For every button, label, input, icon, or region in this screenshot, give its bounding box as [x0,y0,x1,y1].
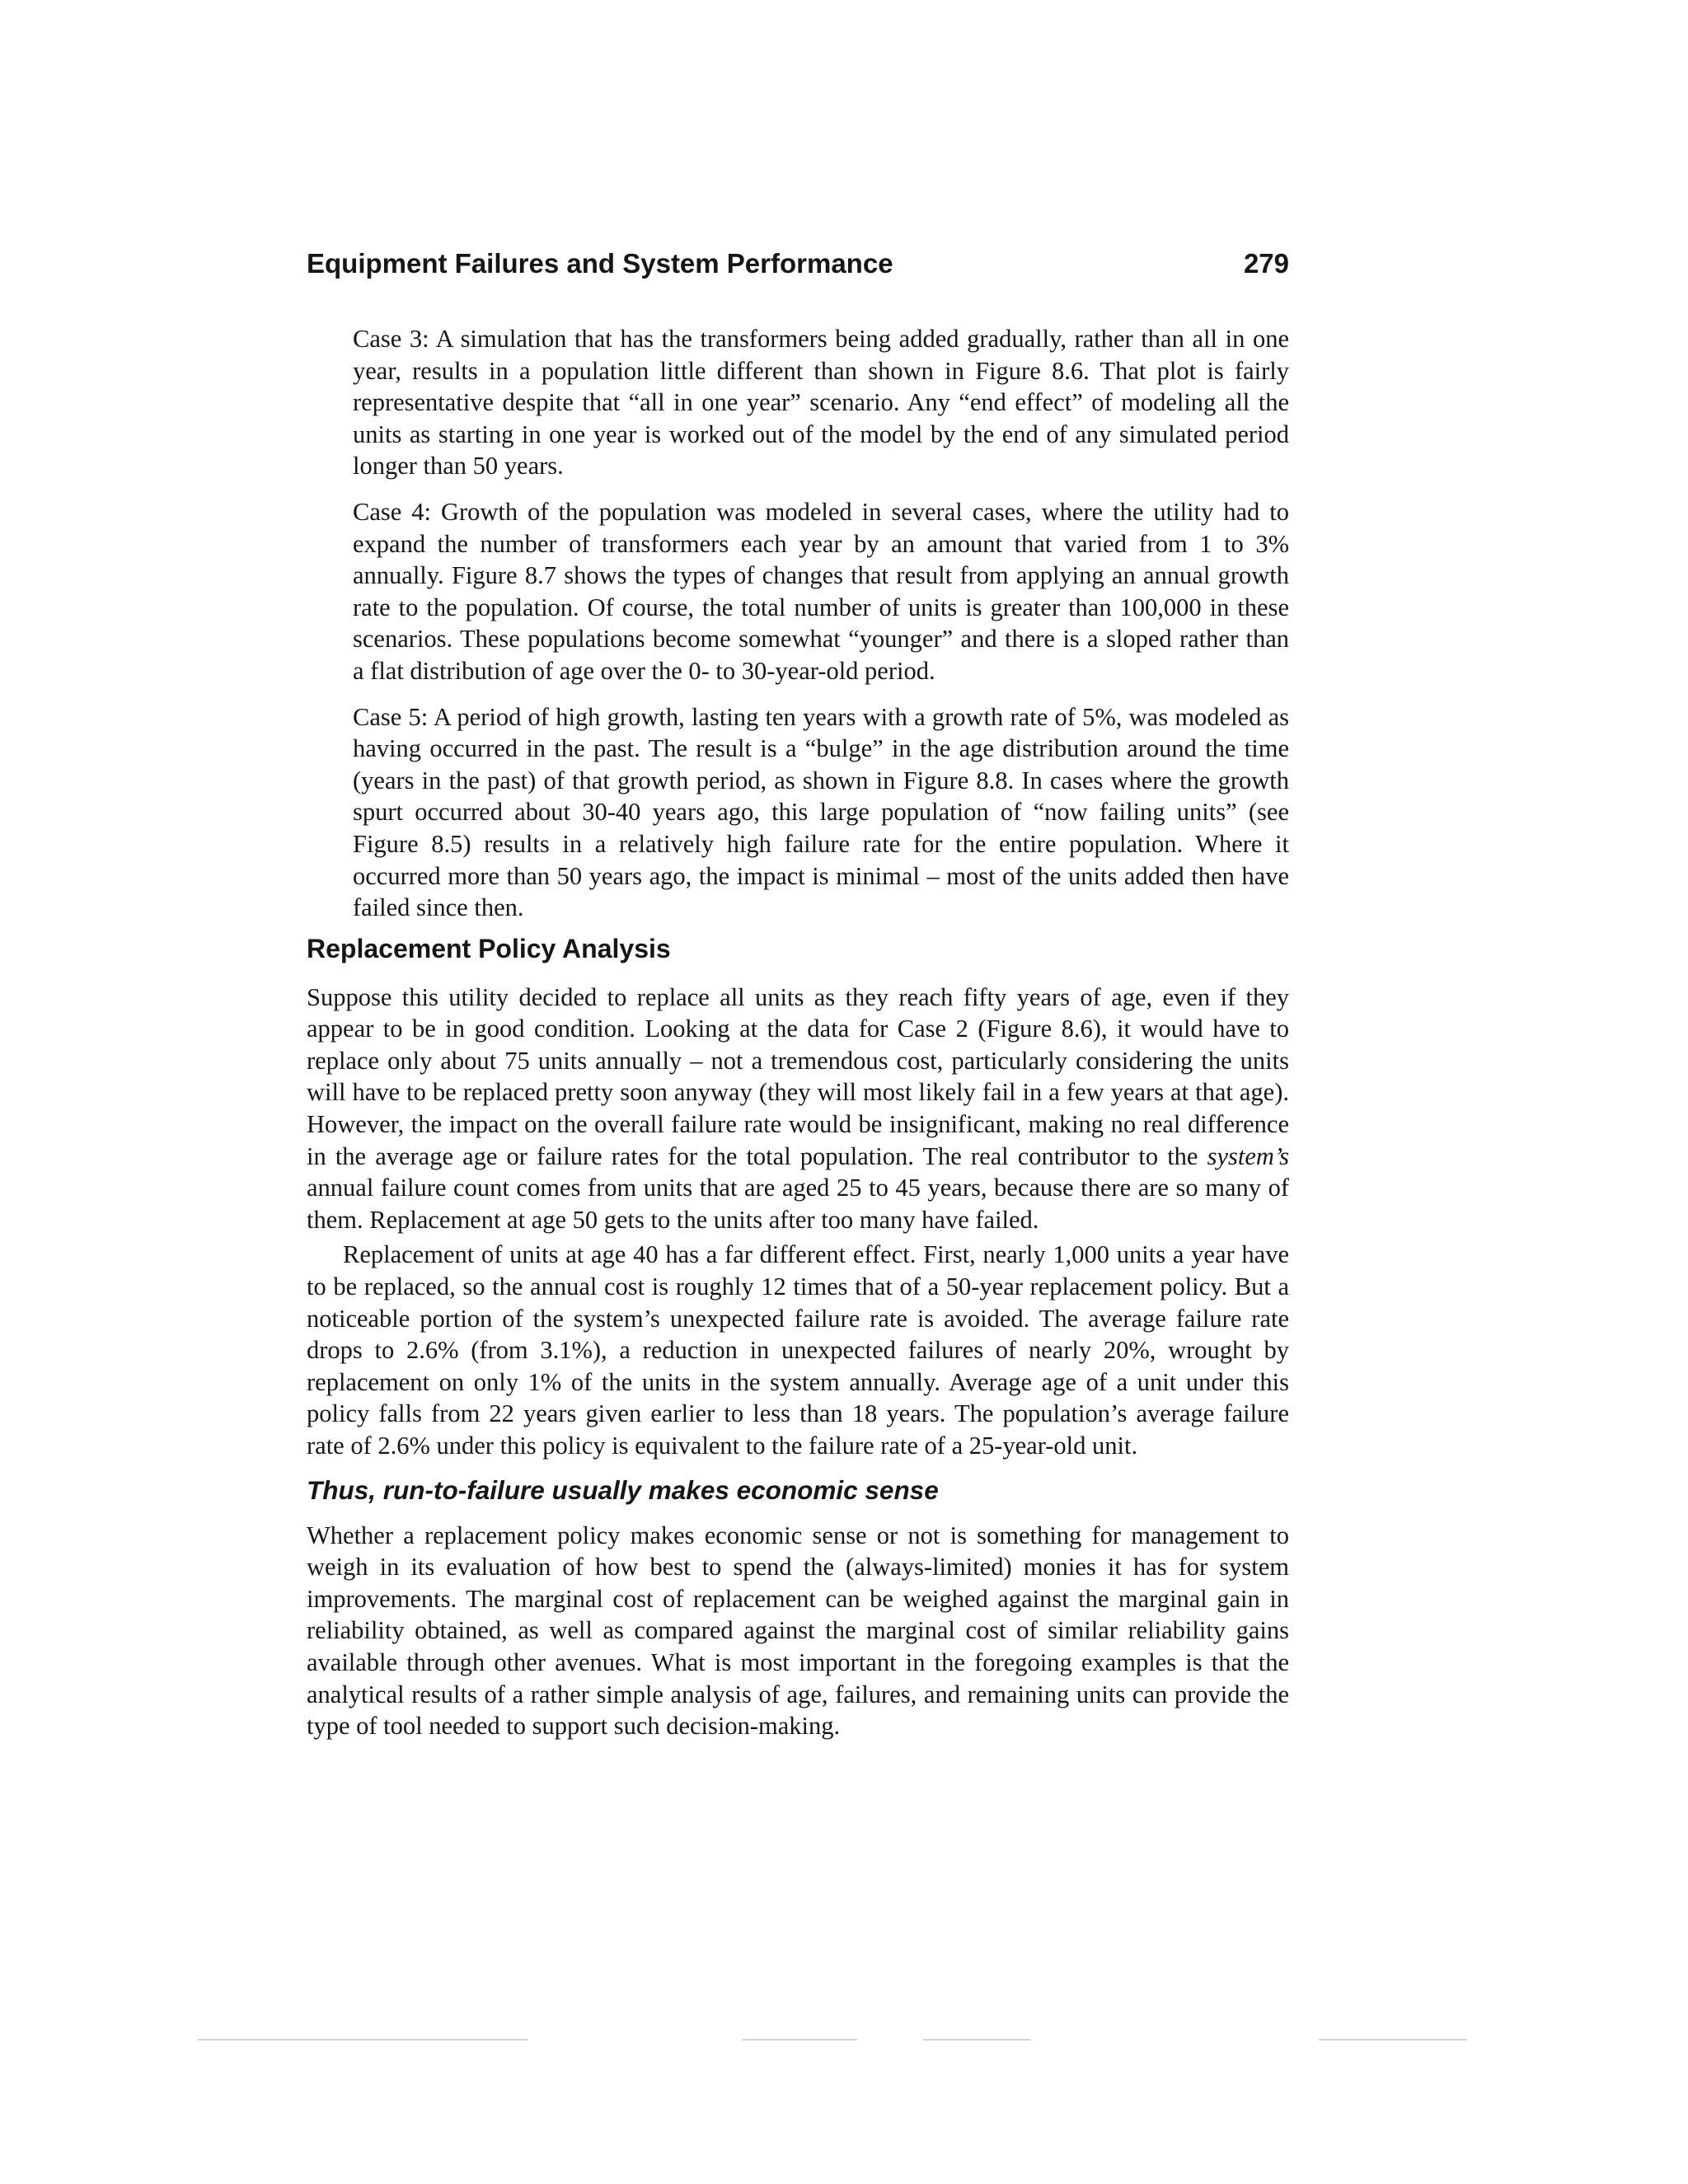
case-3-paragraph: Case 3: A simulation that has the transformers being added gradually, rather than all in one year, results in a population little different than shown in Figure 8.6. That plot is fairly representative despite that “all in one year” scenario. Any “end effect” of modeling all the units as starting in one year is worked out of the model by the end of any simulated period longer than 50 years. [353,325,1289,480]
scan-artifact [923,2039,1030,2041]
page-body [307,323,1289,1742]
case-5-paragraph: Case 5: A period of high growth, lasting ten years with a growth rate of 5%, was modeled as having occurred in the past. The result is a “bulge” in the age distribution around the time (years in the past) of that growth period, as shown in Figure 8.8. In cases where the growth spurt occurred about 30-40 years ago, this large population of “now failing units” (see Figure 8.5) results in a relatively high failure rate for the entire population. Where it occurred more than 50 years ago, the impact is minimal – most of the units added then have failed since then. [353,702,1289,922]
replacement-paragraph-1-text-end: annual failure count comes from units that are aged 25 to 45 years, because there are so many of them. Replacement at age 50 gets to the units after too many have failed. [307,1174,1289,1234]
subsection-heading: Thus, run-to-failure usually makes economic sense [307,1474,939,1505]
emphasis-systems: system’s [1207,1141,1289,1170]
page-number: 279 [1243,248,1289,279]
scan-artifact [1319,2039,1467,2041]
running-header [307,246,1289,282]
running-header-title: Equipment Failures and System Performance [307,248,893,279]
replacement-paragraph-2: Replacement of units at age 40 has a far different effect. First, nearly 1,000 units a year have to be replaced, so the annual cost is roughly 12 times that of a 50-year replacement policy. But a noticeable portion of the system’s unexpected failure rate is avoided. The average failure rate drops to 2.6% (from 3.1%), a reduction in unexpected failures of nearly 20%, wrought by replacement on only 1% of the units in the system annually. Average age of a unit under this policy falls from 22 years given earlier to less than 18 years. The population’s average failure rate of 2.6% under this policy is equivalent to the failure rate of a 25-year-old unit. [307,1240,1289,1460]
case-4-paragraph: Case 4: Growth of the population was modeled in several cases, where the utility had to expand the number of transformers each year by an amount that varied from 1 to 3% annually. Figure 8.7 shows the types of changes that result from applying an annual growth rate to the population. Of course, the total number of units is greater than 100,000 in these scenarios. These populations become somewhat “younger” and there is a sloped rather than a flat distribution of age over the 0- to 30-year-old period. [353,497,1289,685]
scan-artifact [198,2039,528,2041]
scan-artifact [742,2039,857,2041]
replacement-paragraph-1-text: Suppose this utility decided to replace all units as they reach fifty years of age, even if they appear to be in good condition. Looking at the data for Case 2 (Figure 8.6), it would have to replace only about 75 units annually – not a tremendous cost, particularly considering the units will have to be replaced pretty soon anyway (they will most likely fail in a few years at that age). However, the impact on the overall failure rate would be insignificant, making no real difference in the average age or failure rates for the total population. The real contributor to the [307,982,1289,1170]
replacement-paragraph-1 [307,982,1289,1236]
section-heading: Replacement Policy Analysis [307,933,671,963]
economic-sense-paragraph: Whether a replacement policy makes economic sense or not is something for management to weigh in its evaluation of how best to spend the (always-limited) monies it has for system improvements. The marginal cost of replacement can be weighed against the marginal gain in reliability obtained, as well as compared against the marginal cost of similar reliability gains available through other avenues. What is most important in the foregoing examples is that the analytical results of a rather simple analysis of age, failures, and remaining units can provide the type of tool needed to support such decision-making. [307,1521,1289,1741]
